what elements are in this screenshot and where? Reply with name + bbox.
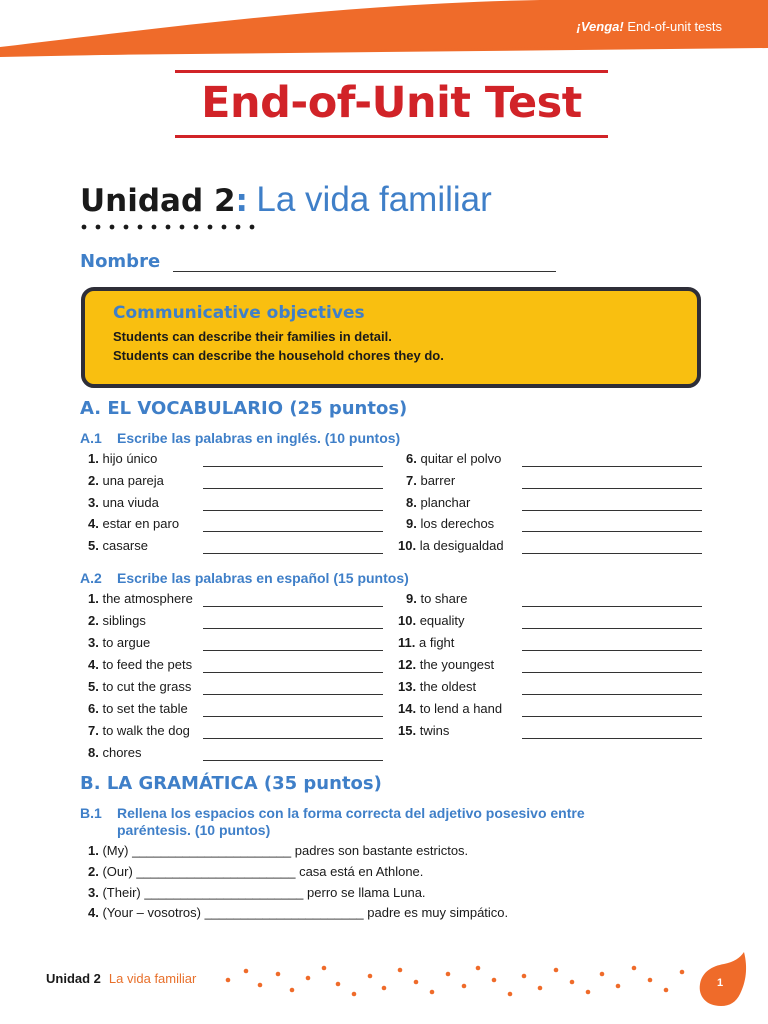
grammar-item: 2. (Our) ______________________ casa está en Athlone. xyxy=(88,864,424,879)
answer-line[interactable] xyxy=(203,488,383,489)
b1-text: Rellena los espacios con la forma correcta del adjetivo posesivo entre xyxy=(117,805,585,821)
exercise-row: 8. planchar xyxy=(406,495,703,515)
grammar-item: 1. (My) ______________________ padres son bastante estrictos. xyxy=(88,843,469,858)
test-title-block xyxy=(175,70,608,138)
exercise-row: 4. estar en paro xyxy=(88,516,384,536)
exercise-row: 1. hijo único xyxy=(88,451,384,471)
exercise-row: 5. casarse xyxy=(88,538,384,558)
answer-line[interactable] xyxy=(203,606,383,607)
a2-instruction xyxy=(80,570,409,587)
exercise-row: 12. the youngest xyxy=(398,657,703,677)
exercise-row: 7. to walk the dog xyxy=(88,723,384,743)
section-a-title: A. EL VOCABULARIO (25 puntos) xyxy=(80,398,408,419)
b1-instruction xyxy=(80,805,585,839)
answer-line[interactable] xyxy=(203,510,383,511)
exercise-row: 1. the atmosphere xyxy=(88,591,384,611)
exercise-row: 11. a fight xyxy=(398,635,703,655)
exercise-row: 7. barrer xyxy=(406,473,703,493)
exercise-row: 2. siblings xyxy=(88,613,384,633)
unit-name: La vida familiar xyxy=(256,180,492,219)
footer-title: La vida familiar xyxy=(108,971,197,986)
page-number: 1 xyxy=(716,977,724,989)
answer-line[interactable] xyxy=(203,553,383,554)
answer-line[interactable] xyxy=(522,606,702,607)
header-title xyxy=(577,19,722,34)
answer-line[interactable] xyxy=(203,628,383,629)
section-b-title: B. LA GRAMÁTICA (35 puntos) xyxy=(80,773,382,794)
exercise-row: 6. to set the table xyxy=(88,701,384,721)
answer-line[interactable] xyxy=(522,738,702,739)
footer-dots xyxy=(220,962,700,1002)
answer-line[interactable] xyxy=(522,672,702,673)
a2-text: Escribe las palabras en español (15 puntos) xyxy=(117,570,409,586)
answer-line[interactable] xyxy=(522,650,702,651)
grammar-item: 3. (Their) ______________________ perro se llama Luna. xyxy=(88,885,426,900)
exercise-row: 9. to share xyxy=(406,591,703,611)
answer-line[interactable] xyxy=(203,716,383,717)
answer-line[interactable] xyxy=(203,694,383,695)
b1-number: B.1 xyxy=(80,805,102,821)
answer-line[interactable] xyxy=(203,672,383,673)
exercise-row: 15. twins xyxy=(398,723,703,743)
answer-line[interactable] xyxy=(522,694,702,695)
answer-line[interactable] xyxy=(522,488,702,489)
answer-line[interactable] xyxy=(203,760,383,761)
answer-line[interactable] xyxy=(203,531,383,532)
answer-line[interactable] xyxy=(522,531,702,532)
exercise-row: 2. una pareja xyxy=(88,473,384,493)
a1-text: Escribe las palabras en inglés. (10 puntos) xyxy=(117,430,401,446)
a2-number: A.2 xyxy=(80,570,102,586)
a1-instruction xyxy=(80,430,400,447)
answer-line[interactable] xyxy=(522,466,702,467)
exercise-row: 4. to feed the pets xyxy=(88,657,384,677)
header-section: End-of-unit tests xyxy=(627,19,722,34)
answer-line[interactable] xyxy=(522,510,702,511)
name-field-line[interactable] xyxy=(173,271,556,272)
name-field-row xyxy=(80,251,560,275)
grammar-item: 4. (Your – vosotros) ______________________ padre es muy simpático. xyxy=(88,905,509,920)
a1-number: A.1 xyxy=(80,430,102,446)
exercise-row: 14. to lend a hand xyxy=(398,701,703,721)
exercise-row: 10. equality xyxy=(398,613,703,633)
dotted-underline xyxy=(80,222,260,232)
answer-line[interactable] xyxy=(203,650,383,651)
objective-line: Students can describe the household chores they do. xyxy=(113,348,444,363)
objectives-box xyxy=(81,287,701,388)
test-title: End-of-Unit Test xyxy=(201,78,582,128)
exercise-row: 3. una viuda xyxy=(88,495,384,515)
exercise-row: 8. chores xyxy=(88,745,384,765)
name-label: Nombre xyxy=(80,251,161,272)
answer-line[interactable] xyxy=(203,466,383,467)
exercise-row: 10. la desigualdad xyxy=(398,538,703,558)
exercise-row: 9. los derechos xyxy=(406,516,703,536)
footer-unit: Unidad 2 xyxy=(46,971,101,986)
b1-text-continued: paréntesis. (10 puntos) xyxy=(117,822,271,838)
exercise-row: 5. to cut the grass xyxy=(88,679,384,699)
objectives-title: Communicative objectives xyxy=(113,303,365,323)
answer-line[interactable] xyxy=(522,553,702,554)
brand-name: ¡Venga! xyxy=(576,19,624,34)
answer-line[interactable] xyxy=(522,716,702,717)
footer-label xyxy=(46,971,196,986)
exercise-row: 6. quitar el polvo xyxy=(406,451,703,471)
unit-label: Unidad 2 xyxy=(80,183,236,219)
exercise-row: 13. the oldest xyxy=(398,679,703,699)
answer-line[interactable] xyxy=(203,738,383,739)
unit-colon: : xyxy=(235,183,248,219)
answer-line[interactable] xyxy=(522,628,702,629)
objective-line: Students can describe their families in detail. xyxy=(113,329,392,344)
exercise-row: 3. to argue xyxy=(88,635,384,655)
